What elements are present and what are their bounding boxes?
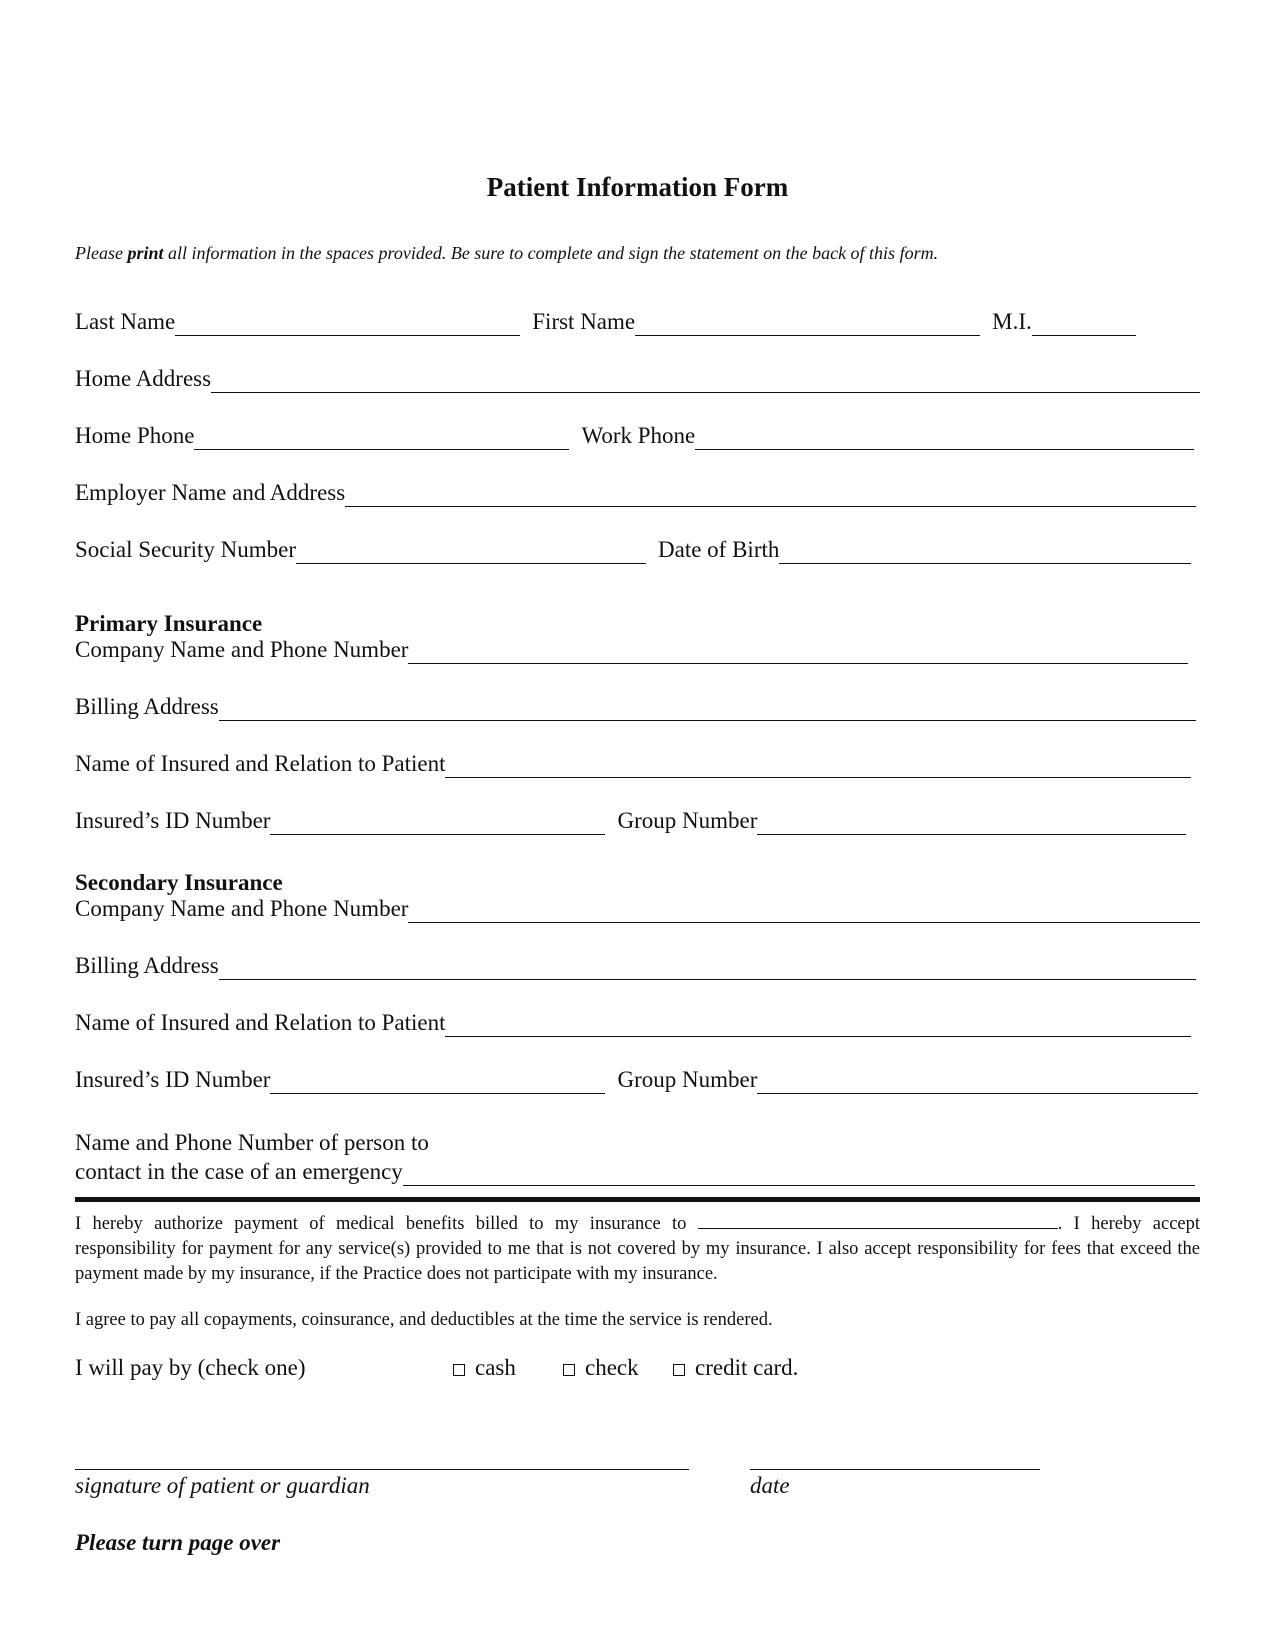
emergency-label-line2: contact in the case of an emergency — [75, 1159, 403, 1184]
authorize-payee-field[interactable] — [698, 1214, 1058, 1229]
authorization-post: . I hereby accept responsibility for payment for any service(s) provided to me that is not covered by my insurance. I also accept responsibility for fees that exceed the payment made by my insurance, if the Practice does not participate with my insurance. — [75, 1214, 1201, 1284]
form-title: Patient Information Form — [486, 172, 789, 202]
payment-option-check[interactable] — [563, 1355, 673, 1381]
agreement-text: I agree to pay all copayments, coinsurance, and deductibles at the time the service is rendered. — [75, 1310, 773, 1330]
checkbox-icon[interactable] — [673, 1364, 685, 1376]
primary-company-row — [75, 636, 1188, 664]
work-phone-field[interactable] — [695, 429, 1194, 450]
secondary-company-label: Company Name and Phone Number — [75, 896, 409, 921]
last-name-field[interactable] — [175, 315, 520, 336]
emergency-row — [75, 1158, 1195, 1186]
last-name-label: Last Name — [75, 309, 176, 334]
primary-billing-label: Billing Address — [75, 694, 219, 719]
payment-option-cash-label: cash — [475, 1355, 516, 1380]
primary-billing-row — [75, 693, 1196, 721]
ssn-label: Social Security Number — [75, 537, 297, 562]
emergency-label-line1: Name and Phone Number of person to — [75, 1130, 429, 1155]
phone-row — [75, 422, 1194, 450]
home-address-field[interactable] — [211, 372, 1200, 393]
payment-row — [75, 1355, 798, 1381]
home-address-label: Home Address — [75, 366, 212, 391]
payment-option-credit-card[interactable] — [673, 1355, 798, 1381]
secondary-billing-label: Billing Address — [75, 953, 219, 978]
instructions-emphasis: print — [127, 243, 164, 263]
primary-insured-field[interactable] — [445, 757, 1191, 778]
ssn-field[interactable] — [296, 543, 646, 564]
instructions-pre: Please — [75, 243, 128, 263]
secondary-company-field[interactable] — [408, 902, 1200, 923]
footer-note: Please turn page over — [75, 1530, 281, 1555]
secondary-group-label: Group Number — [617, 1067, 758, 1092]
secondary-group-field[interactable] — [757, 1073, 1198, 1094]
checkbox-icon[interactable] — [563, 1364, 575, 1376]
primary-id-row — [75, 807, 1186, 835]
mi-field[interactable] — [1032, 315, 1136, 336]
employer-row — [75, 479, 1196, 507]
checkbox-icon[interactable] — [453, 1364, 465, 1376]
secondary-insured-field[interactable] — [445, 1016, 1191, 1037]
secondary-insured-label: Name of Insured and Relation to Patient — [75, 1010, 446, 1035]
section-divider — [75, 1197, 1200, 1202]
emergency-field[interactable] — [403, 1165, 1195, 1186]
payment-label: I will pay by (check one) — [75, 1355, 306, 1380]
secondary-insured-row — [75, 1009, 1191, 1037]
primary-company-field[interactable] — [408, 643, 1188, 664]
home-phone-label: Home Phone — [75, 423, 195, 448]
secondary-insurance-heading: Secondary Insurance — [75, 870, 283, 895]
payment-option-check-label: check — [585, 1355, 639, 1380]
instructions — [75, 243, 938, 264]
dob-label: Date of Birth — [658, 537, 780, 562]
employer-field[interactable] — [345, 486, 1196, 507]
signature-caption: signature of patient or guardian — [75, 1473, 370, 1498]
employer-label: Employer Name and Address — [75, 480, 346, 505]
secondary-billing-field[interactable] — [219, 959, 1196, 980]
primary-id-label: Insured’s ID Number — [75, 808, 271, 833]
signature-field[interactable] — [75, 1467, 689, 1470]
secondary-id-label: Insured’s ID Number — [75, 1067, 271, 1092]
payment-option-credit-card-label: credit card. — [695, 1355, 799, 1380]
date-caption: date — [750, 1473, 790, 1498]
primary-group-field[interactable] — [757, 814, 1186, 835]
secondary-billing-row — [75, 952, 1196, 980]
authorization-text — [75, 1212, 1200, 1287]
primary-insured-label: Name of Insured and Relation to Patient — [75, 751, 446, 776]
mi-label: M.I. — [992, 309, 1032, 334]
primary-billing-field[interactable] — [219, 700, 1196, 721]
primary-insured-row — [75, 750, 1191, 778]
date-field[interactable] — [750, 1467, 1040, 1470]
payment-option-cash[interactable] — [453, 1355, 563, 1381]
first-name-field[interactable] — [635, 315, 980, 336]
secondary-id-row — [75, 1066, 1198, 1094]
primary-id-field[interactable] — [270, 814, 605, 835]
authorization-pre: I hereby authorize payment of medical benefits billed to my insurance to — [75, 1214, 687, 1234]
work-phone-label: Work Phone — [581, 423, 696, 448]
ssn-dob-row — [75, 536, 1191, 564]
home-phone-field[interactable] — [194, 429, 569, 450]
secondary-company-row — [75, 895, 1200, 923]
secondary-id-field[interactable] — [270, 1073, 605, 1094]
primary-group-label: Group Number — [617, 808, 758, 833]
primary-insurance-heading: Primary Insurance — [75, 611, 263, 636]
first-name-label: First Name — [532, 309, 636, 334]
name-row — [75, 308, 1136, 336]
instructions-post: all information in the spaces provided. Be sure to complete and sign the statement on the back of this form. — [163, 243, 939, 263]
primary-company-label: Company Name and Phone Number — [75, 637, 409, 662]
home-address-row — [75, 365, 1200, 393]
dob-field[interactable] — [779, 543, 1191, 564]
